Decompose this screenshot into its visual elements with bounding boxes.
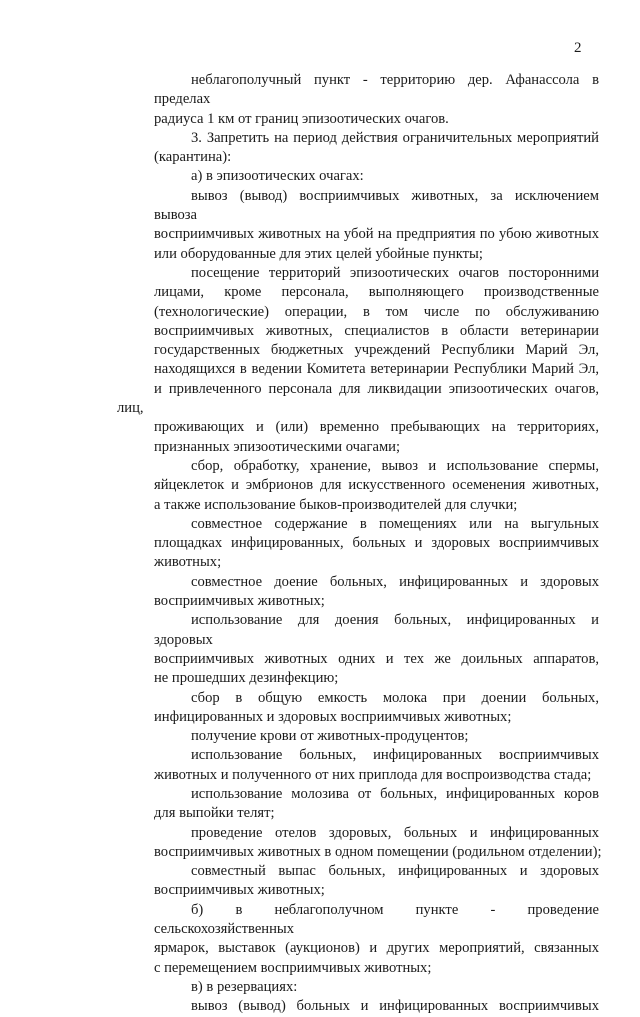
text-line: использование больных, инфицированных восприимчивых [191,747,599,764]
text-line: животных и полученного от них приплода для воспроизводства стада; [154,766,592,783]
text-line: 3. Запретить на период действия ограничительных мероприятий [191,129,599,146]
text-line: посещение территорий эпизоотических очагов посторонними [191,264,599,281]
text-line: находящихся в ведении Комитета ветеринарии Республики Марий Эл, [154,361,599,378]
text-line: (карантина): [154,149,232,166]
paragraph [117,727,599,746]
paragraph [117,167,599,186]
paragraph [117,997,599,1016]
text-line: восприимчивых животных на убой на предприятия по убою животных [154,226,599,243]
document-body [117,71,602,1017]
paragraph [117,978,599,997]
paragraph [117,785,599,824]
text-line: животных; [154,554,222,571]
text-line: в) в резервациях: [191,978,298,995]
text-line: использование для доения больных, инфицированных и здоровых [154,612,599,648]
text-line: (технологические) операции, в том числе по обслуживанию [154,303,599,320]
paragraph [117,573,599,612]
paragraph [117,611,599,688]
text-line: признанных эпизоотическими очагами; [154,438,401,455]
text-line: государственных бюджетных учреждений Республики Марий Эл, [154,342,599,359]
text-line: проведение отелов здоровых, больных и инфицированных [191,824,599,841]
paragraph [117,824,602,863]
text-line: сбор в общую емкость молока при доении больных, [191,689,599,706]
text-line: а) в эпизоотических очагах: [191,168,364,185]
text-line: проживающих и (или) временно пребывающих на территориях, [154,419,599,436]
text-line: восприимчивых животных одних и тех же доильных аппаратов, [154,650,599,667]
text-line: с перемещением восприимчивых животных; [154,959,432,976]
text-line: использование молозива от больных, инфицированных коров [191,785,599,802]
text-line: совместное доение больных, инфицированных и здоровых [191,573,599,590]
text-line: для выпойки телят; [154,805,275,822]
page-number: 2 [574,40,582,56]
text-line: а также использование быков-производителей для случки; [154,496,518,513]
text-line: получение крови от животных-продуцентов; [191,728,469,745]
text-line: радиуса 1 км от границ эпизоотических очагов. [154,110,449,127]
text-line: восприимчивых животных; [154,593,325,610]
paragraph [117,187,599,264]
text-line: не прошедших дезинфекцию; [154,670,339,687]
text-line: б) в неблагополучном пункте - проведение сельскохозяйственных [154,901,599,938]
text-line: яйцеклеток и эмбрионов для искусственного осеменения животных, [154,477,599,494]
text-line: сбор, обработку, хранение, вывоз и использование спермы, [191,457,599,474]
text-line: неблагополучный пункт - территорию дер. Афанассола в пределах [154,72,599,108]
text-line: совместный выпас больных, инфицированных и здоровых [191,863,599,880]
paragraph [117,746,599,785]
text-line: вывоз (вывод) больных и инфицированных восприимчивых [191,998,599,1015]
text-line: восприимчивых животных, специалистов в области ветеринарии [154,322,599,339]
text-line: вывоз (вывод) восприимчивых животных, за исключением вывоза [154,187,599,224]
paragraph [117,457,599,515]
paragraph [117,129,599,168]
text-line: совместное содержание в помещениях или на выгульных [191,515,599,532]
text-line: или оборудованные для этих целей убойные пункты; [154,245,483,262]
text-line: инфицированных и здоровых восприимчивых животных; [154,708,512,725]
paragraph [117,264,599,457]
paragraph [117,689,599,728]
paragraph [117,862,599,901]
text-line: площадках инфицированных, больных и здоровых восприимчивых [154,535,599,552]
paragraph [117,515,599,573]
text-line: лицами, кроме персонала, выполняющего производственные [154,284,599,301]
paragraph [117,901,599,978]
text-line: ярмарок, выставок (аукционов) и других мероприятий, связанных [154,940,599,957]
text-line: восприимчивых животных; [154,882,325,899]
text-line: восприимчивых животных в одном помещении (родильном отделении); [154,843,602,860]
paragraph [117,71,599,129]
text-line: и привлеченного персонала для ликвидации эпизоотических очагов, лиц, [117,380,599,417]
